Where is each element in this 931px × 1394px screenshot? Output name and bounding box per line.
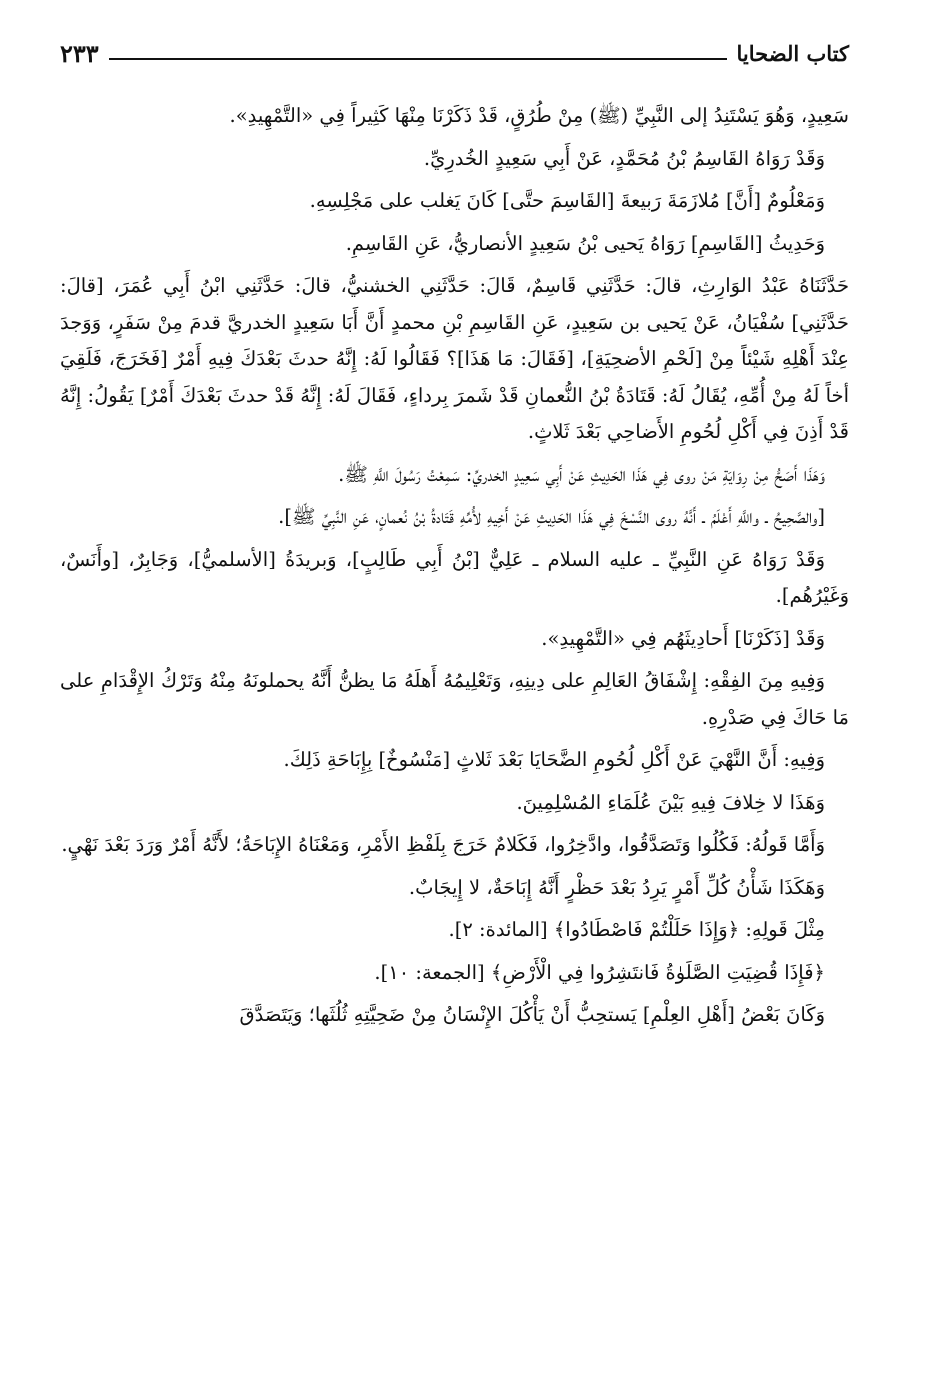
paragraph: مِثْلَ قَولِهِ: ﴿وَإِذَا حَلَلْتُمْ فَاصْطَادُوا﴾ [المائدة: ٢]. <box>448 918 825 941</box>
paragraph: وَهَكَذَا شَأْنُ كُلِّ أَمْرٍ يَرِدُ بَعْدَ حَظْرٍ أَنَّهُ إِبَاحَةٌ، لا إِيجَابٌ. <box>408 875 825 899</box>
header-rule <box>109 58 727 60</box>
paragraph: سَعِيدٍ، وَهُوَ يَسْتَنِدُ إلى النَّبِيِّ (ﷺ) مِنْ طُرُقٍ، قَدْ ذَكَرْنَا مِنْهَا كَثِيراً فِي «التَّمْهِيدِ». <box>229 104 849 127</box>
paragraph: وَقَدْ رَوَاهُ القَاسِمُ بْنُ مُحَمَّدٍ، عَنْ أَبِي سَعِيدٍ الخُدرِيِّ. <box>423 146 825 170</box>
paragraph: وَكَانَ بَعْضُ [أَهْلِ العِلْمِ] يَستحِبُّ أَنْ يَأْكُلَ الإِنْسَانُ مِنْ ضَحِيَّتِهِ ثُلُثَها؛ وَيَتَصَدَّقَ <box>239 1003 825 1026</box>
paragraph: وَهَذَا أَصَحُّ مِنْ رِوَايَةِ مَنْ روى فِي هَذَا الحَدِيثِ عَنْ أَبِي سَعِيدٍ الخدريِّ: سَمِعْتُ رَسُولَ اللَّهِ ﷺ. <box>338 462 825 486</box>
page-header <box>60 30 849 70</box>
paragraph: وَقَدْ رَوَاهُ عَنِ النَّبِيِّ ـ عليه السلام ـ عَلِيٌّ [بْنُ أَبِي طَالِبٍ]، وَبريدَةُ [الأسلميُّ]، وَجَابِرٌ، [وأَنَسٌ، وَغَيْرُهُم]. <box>60 547 849 607</box>
paragraph: وَفِيهِ: أَنَّ النَّهْيَ عَنْ أَكْلِ لُحُومِ الضَّحَايَا بَعْدَ ثَلاثٍ [مَنْسُوخٌ] بِإِبَاحَةِ ذَلِكَ. <box>283 748 825 771</box>
paragraph: وَأَمَّا قَولُهُ: فَكُلُوا وَتَصَدَّقُوا، وادَّخِرُوا، فَكَلامٌ خَرَجَ بِلَفْظِ الأَمْرِ، وَمَعْنَاهُ الإِبَاحَةُ؛ لأَنَّهُ أَمْرٌ وَرَدَ بَعْدَ نَهْيٍ. <box>61 833 825 856</box>
paragraph: وَقَدْ [ذَكَرْنَا] أَحادِيثَهُم فِي «التَّمْهِيدِ». <box>541 626 825 650</box>
paragraph: وَحَدِيثُ [القَاسِمِ] رَوَاهُ يَحيى بْنُ سَعِيدٍ الأنصاريُّ، عَنِ القَاسِمِ. <box>345 231 825 255</box>
page-number: ٢٣٣ <box>60 39 99 68</box>
paragraph: وَمَعْلُومٌ [أَنَّ] مُلازَمَةَ رَبيعةَ [القَاسِمَ حتَّى] كَانَ يَغلب على مَجْلِسِهِ. <box>309 189 825 212</box>
body-text <box>60 98 849 1034</box>
paragraph: وَفِيهِ مِنَ الفِقْهِ: إِشْفَاقُ العَالِمِ على دِينِهِ، وَتَعْلِيمُهُ أَهلَهُ مَا يظنُّ أَنَّهُ يحملونَهُ مِنْهُ وَتَرْكُ الإِقْدَامِ على مَا حَاكَ فِي صَدْرِهِ. <box>60 669 849 729</box>
running-title: كتاب الضحايا <box>736 41 849 66</box>
paragraph: حَدَّثَنَاهُ عَبْدُ الوَارِثِ، قالَ: حَدَّثَنِي قَاسِمٌ، قَالَ: حَدَّثَنِي الخشنيُّ، قالَ: حَدَّثَنِي ابْنُ أَبِي عُمَرَ، [قالَ: حَدَّثَنِي] سُفْيَانُ، عَنْ يَحيى بن سَعِيدٍ، عَنِ القَاسِمِ بْنِ محمدٍ أَنَّ أَبَا سَعِيدٍ الخدريَّ قدمَ مِنْ سَفَرٍ، وَوَجدَ عِنْدَ أَهْلِهِ شَيْئاً مِنْ [لَحْمِ الأضحِيَةِ]، [فَقَالَ: مَا هَذَا]؟ فَقَالُوا لَهُ: إِنَّهُ حدثَ بَعْدَكَ فِيهِ أَمْرٌ [فَخَرَجَ، فَلَقِيَ أخاً لَهُ مِنْ أُمِّهِ، يُقَالُ لَهُ: قَتَادَةُ بْنُ النُّعمانِ قَدْ شَمرَ بِرداءٍ، فَقَالَ لَهُ: إِنَّهُ قَدْ حدثَ بَعْدَكَ أَمْرٌ] يَقُولُ: إِنَّهُ قَدْ أَذِنَ فِي أَكْلِ لُحُومِ الأَضاحِي بَعْدَ ثَلاثٍ. <box>60 274 849 443</box>
paragraph: ﴿فَإِذَا قُضِيَتِ الصَّلَوٰةُ فَانتَشِرُوا فِي الْأَرْضِ﴾ [الجمعة: ١٠]. <box>374 960 825 984</box>
paragraph: وَهَذَا لا خِلافَ فِيهِ بَيْنَ عُلَمَاءِ المُسْلِمِينَ. <box>516 790 825 814</box>
paragraph: [والصَّحِيحُ ـ واللَّهِ أَعْلَمُ ـ أَنَّهُ روى النَّسْخَ فِي هَذَا الحَدِيثِ عَنْ أَخِيهِ لأُمِّهِ قَتَادةُ بْنُ نُعمانٍ، عَنِ النَّبِيِّ ﷺ]. <box>278 505 825 528</box>
